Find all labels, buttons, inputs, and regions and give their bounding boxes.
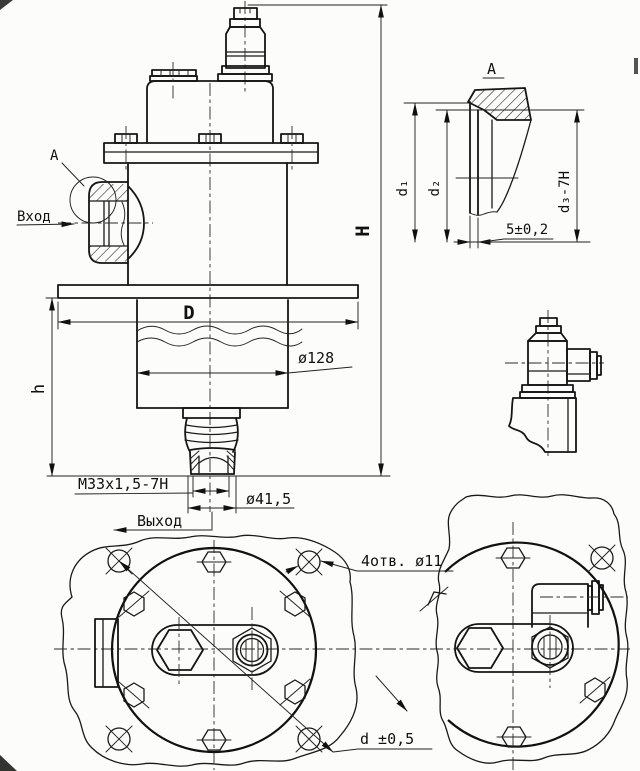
dim-d3-label: d₃-7H [557,170,573,214]
lower-cylinder [137,300,302,408]
dim-d1-label: d₁ [395,179,411,197]
dim-d3 [557,110,577,242]
dim-h-label: h [29,383,49,395]
outlet-fitting [183,408,240,474]
plate-outline [61,535,357,766]
dim-dia41 [188,476,294,513]
dim-h [29,298,60,476]
dim-H-label: H [352,225,374,237]
outlet-label: Выход [137,512,183,530]
dim-depth [456,222,553,242]
dim-dia41-label: ø41,5 [246,490,292,508]
bolt-hexes [420,548,610,747]
bolt-hexes [119,552,310,750]
side-connector [532,581,628,627]
dim-H [248,5,387,476]
body [128,163,287,285]
dim-bolt-circle-label: d ±0,5 [360,730,415,748]
detail-marker-label: A [50,148,59,164]
dim-bolt-circle [119,561,432,752]
flange-disc [58,285,358,298]
dim-D [58,302,358,329]
dim-holes [286,552,453,572]
center-boss [455,615,573,688]
flange-bolt [115,126,137,172]
top-valve [218,1,272,93]
detail-leader [62,163,84,186]
inlet-port [50,148,153,263]
center-boss [152,607,278,690]
inlet-label: Вход [17,209,51,225]
dim-thread [75,475,229,497]
outlet-flow [114,512,212,530]
dim-depth-label: 5±0,2 [506,222,549,238]
dim-thread-label: M33x1,5-7H [78,475,169,493]
detail-view-a [395,60,590,248]
dim-dia128 [137,349,352,373]
dim-d2 [427,110,447,242]
mounting-flange [104,126,318,172]
front-view [17,1,390,530]
detail-title: A [487,60,497,78]
detail-section [456,88,531,215]
dim-holes-label: 4отв. ø11 [361,552,443,570]
flange-bolt [281,126,303,172]
dim-dia128-label: ø128 [298,349,335,367]
side-view [505,310,604,456]
dim-D-label: D [183,302,195,324]
dim-d2-label: d₂ [427,179,443,197]
bottom-view-variant [420,495,628,770]
dim-d1 [395,103,415,242]
